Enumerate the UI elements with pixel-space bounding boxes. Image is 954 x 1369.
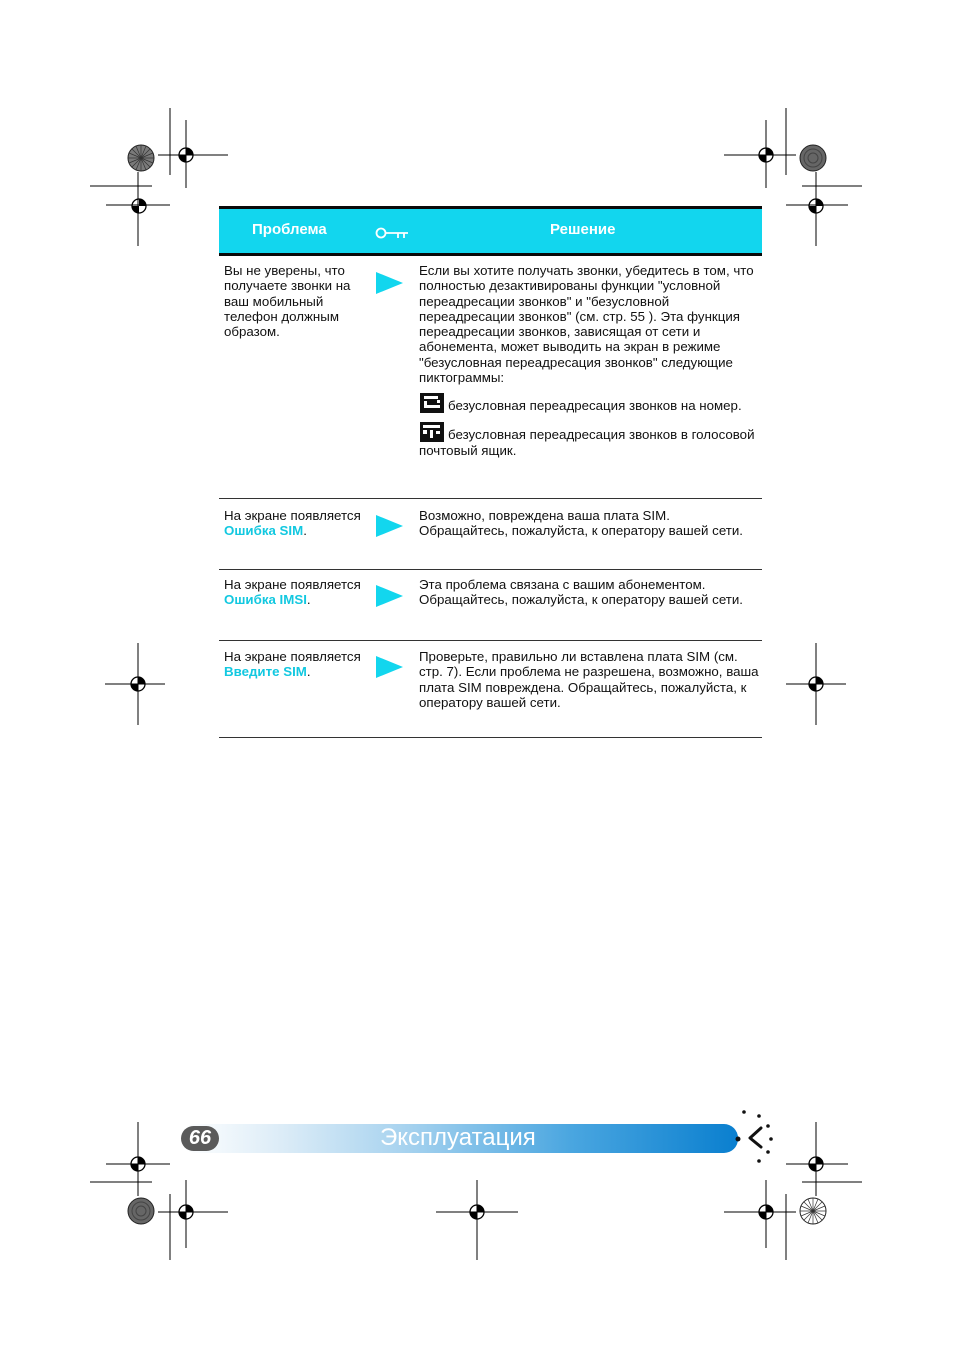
row-3-solution: Эта проблема связана с вашим абонементом. Обращайтесь, пожалуйста, к оператору вашей сети. (419, 577, 743, 608)
crop-mark-top-left (90, 108, 230, 248)
color-rosette-icon (799, 1197, 827, 1225)
row-3-problem-suffix: . (306, 592, 311, 608)
row-divider (219, 569, 762, 570)
color-rosette-icon (799, 144, 827, 172)
icon-line-forward-number (419, 392, 759, 414)
registration-target-icon (127, 673, 149, 695)
registration-target-icon (466, 1201, 488, 1223)
registration-target-icon (755, 1201, 777, 1223)
registration-target-icon (128, 195, 150, 217)
forward-to-voicemail-icon (419, 421, 445, 443)
column-header-problem: Проблема (252, 221, 327, 238)
row-1-solution (419, 263, 759, 459)
icon-line-2-text: безусловная переадресация звонков в голосовой почтовый ящик. (419, 427, 755, 459)
row-2-problem-prefix: На экране появляется (224, 508, 361, 523)
error-message-label: Ошибка IMSI (224, 592, 307, 608)
row-2-problem-suffix: . (303, 523, 307, 539)
dots-ornament-icon (735, 1108, 779, 1168)
registration-target-icon (127, 1153, 149, 1175)
arrow-icon (376, 272, 404, 294)
icon-line-forward-voicemail (419, 421, 759, 458)
arrow-icon (376, 515, 404, 537)
row-divider (219, 498, 762, 499)
forward-to-number-icon (419, 392, 445, 414)
arrow-icon (376, 656, 404, 678)
registration-target-icon (805, 1153, 827, 1175)
row-3-problem (224, 577, 369, 608)
registration-target-icon (175, 1201, 197, 1223)
registration-target-icon (805, 673, 827, 695)
error-message-label: Введите SIM (224, 664, 307, 680)
registration-target-icon (175, 144, 197, 166)
key-icon (375, 227, 409, 239)
row-3-problem-prefix: На экране появляется (224, 577, 361, 592)
row-1-problem: Вы не уверены, что получаете звонки на ваш мобильный телефон должным образом. (224, 263, 351, 340)
icon-line-1-text: безусловная переадресация звонков на номер. (448, 398, 742, 414)
row-4-solution: Проверьте, правильно ли вставлена плата SIM (см. стр. 7). Если проблема не разрешена, возможно, ваша плата SIM повреждена. Обращайтесь, пожалуйста, к оператору вашей сети. (419, 649, 759, 710)
row-2-problem (224, 508, 369, 539)
error-message-label: Ошибка SIM (224, 523, 304, 539)
column-header-solution: Решение (550, 221, 616, 238)
table-header (219, 206, 762, 256)
arrow-icon (376, 585, 404, 607)
row-1-solution-text: Если вы хотите получать звонки, убедитесь в том, что полностью дезактивированы функции "условной переадресации звонков" и "безусловной переадресации звонков" (см. стр. 55 ). Эта функция переадресации звонков, зависящая от сети и абонемента, может выводить на экран в режиме "безусловная переадресация звонков" следующие пиктограммы: (419, 263, 754, 386)
row-4-problem-suffix: . (306, 664, 311, 680)
registration-target-icon (805, 195, 827, 217)
row-4-problem (224, 649, 369, 680)
registration-target-icon (755, 144, 777, 166)
color-rosette-icon (127, 1197, 155, 1225)
row-4-problem-prefix: На экране появляется (224, 649, 361, 664)
color-rosette-icon (127, 144, 155, 172)
table-bottom-border (219, 737, 762, 738)
row-divider (219, 640, 762, 641)
row-2-solution: Возможно, повреждена ваша плата SIM. Обращайтесь, пожалуйста, к оператору вашей сети. (419, 508, 743, 539)
page-number: 66 (181, 1126, 219, 1151)
section-title: Эксплуатация (380, 1124, 536, 1151)
